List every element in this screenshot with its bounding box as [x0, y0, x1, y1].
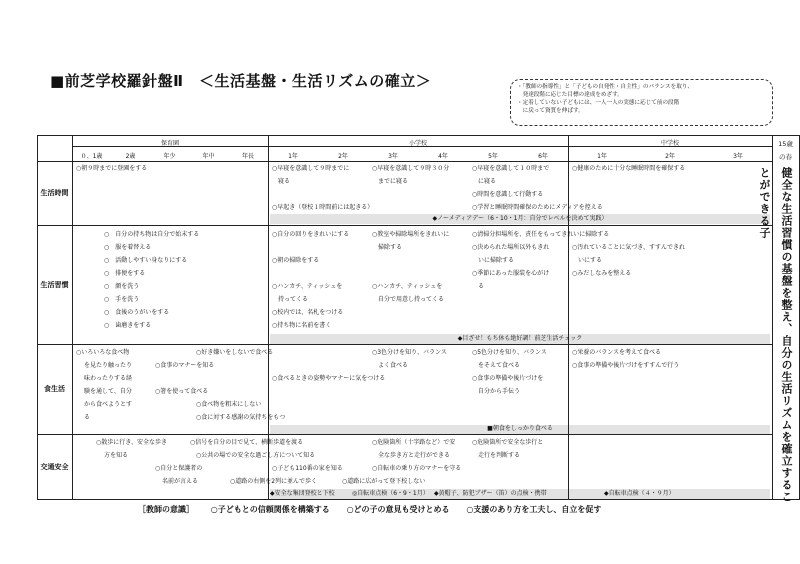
list-item: ○早寝を意識して１０時まで [472, 165, 550, 172]
list-item: ○清掃分担場所を、責任をもってきれいに掃除する [472, 231, 610, 238]
list-item: 味わったりする経 [84, 375, 132, 382]
row-banner: ◆安全な集団登校と下校 [270, 490, 335, 497]
note-line: ・定着していない子どもには、一人一人の実態に応じて前の段階 [517, 100, 680, 106]
list-item: ○食べ物を粗末にしない [196, 401, 262, 408]
stage-header: 1年 [597, 153, 607, 160]
row-label-diet: 食生活 [44, 385, 65, 393]
teacher-awareness-footer [138, 504, 615, 515]
list-item: ○自転車の乗り方のマナーを守る [372, 465, 462, 472]
list-item: ○ハンカチ、ティッシュを [372, 283, 443, 290]
list-item: ○朝９時までに登園をする [76, 165, 148, 172]
list-item: ○散歩に行き、安全な歩き [96, 439, 167, 446]
list-item: ○道路に広がって登下校しない [342, 478, 426, 485]
list-item: 験を通して、自分 [84, 388, 132, 395]
list-item: ○健康のために十分な睡眠時間を確保する [572, 165, 686, 172]
list-item: ○自分と保護者の [155, 465, 203, 472]
group-header-nursery: 保育園 [160, 140, 179, 147]
stage-header: 1年 [288, 153, 298, 160]
list-item: 全な歩き方と走行ができる [378, 452, 451, 459]
list-item: 掃除する [378, 244, 403, 251]
note-line: に戻って資質を伸ばす。 [517, 108, 584, 114]
list-item: ○ハンカチ、ティッシュを [272, 283, 343, 290]
stage-header: 年長 [241, 153, 254, 160]
page-title: ■前芝学校羅針盤Ⅱ ＜生活基盤・生活リズムの確立＞ [50, 72, 432, 90]
row-banner: ◎自転車点検（6・9・1月） [352, 490, 429, 497]
list-item: までに寝る [378, 178, 409, 185]
list-item: 名前が言える [162, 478, 199, 485]
list-item: 方を知る [104, 452, 129, 459]
stage-header: 3年 [733, 153, 743, 160]
stage-header: 年少 [163, 153, 176, 160]
list-item: ○子ども110番の家を知る [272, 465, 343, 472]
list-item: ○決められた場所以外もきれ [472, 244, 550, 251]
row-banner: ■朝食をしっかり食べる [487, 425, 553, 432]
row-banner: ◆黄帽子、防犯ブザー（笛）の点検・携帯 [434, 490, 547, 497]
list-item: ○信号を自分の目で見て、横断歩道を渡る [190, 439, 304, 446]
list-item: ○早起き（登校１時間前には起きる） [272, 204, 374, 211]
list-item: ○校内では、名札をつける [272, 309, 344, 316]
list-item: ○教室や掃除場所をきれいに [372, 231, 450, 238]
list-item: ○公共の場での安全な過ごし方について知る [196, 452, 316, 459]
stage-header: 3年 [388, 153, 398, 160]
list-item: ○みだしなみを整える [572, 270, 632, 277]
list-item: ○学習と睡眠時間確保のためにメディアを控える [472, 204, 603, 211]
list-item: ○栄養のバランスを考えて食べる [572, 349, 662, 356]
list-item: ○危険箇所（十字路など）で安 [372, 439, 456, 446]
footer-label: ［教師の意識］ [138, 505, 194, 514]
list-item: ○食事の準備や後片づけをすすんで行う [572, 362, 680, 369]
list-item: ○早寝を意識して９時３０分 [372, 165, 450, 172]
row-label-life-habits: 生活習慣 [40, 281, 69, 289]
row-banner: ◆自転車点検（４・９月） [604, 490, 675, 497]
stage-header: 5年 [488, 153, 498, 160]
list-item: ○いろいろな食べ物 [76, 349, 130, 356]
list-item: 走行を判断する [478, 452, 521, 459]
list-item: をそえて食べる [478, 362, 521, 369]
list-item: ○ 服を着替える [104, 244, 152, 251]
list-item: ○5色分けを知り、バランス [472, 349, 547, 356]
footer-item: ○どの子の意見も受けとめる [346, 505, 450, 514]
footer-item: ○子どもとの信頼関係を構築する [210, 505, 330, 514]
list-item: ○ 歯磨きをする [104, 322, 152, 329]
group-header-junior-high: 中学校 [660, 140, 679, 147]
stage-header: 2歳 [125, 153, 136, 160]
list-item: ○持ち物に名前を書く [272, 322, 332, 329]
list-item: ○箸を使って食べる [155, 388, 209, 395]
list-item: ○食に対する感謝の気持ちをもつ [196, 414, 286, 421]
guidance-note [510, 79, 773, 126]
age-header: 15歳 [778, 140, 793, 148]
list-item: ○危険箇所で安全な歩行と [472, 439, 544, 446]
list-item: ○ 活動しやすい身なりにする [104, 257, 188, 264]
row-label-life-time: 生活時間 [40, 189, 69, 197]
stage-header: 2年 [665, 153, 675, 160]
list-item: いにする [578, 257, 603, 264]
stage-header: 年中 [202, 153, 215, 160]
stage-header: ０、1歳 [80, 153, 103, 160]
list-item: ○食事の準備や後片づけを [472, 375, 544, 382]
list-item: ○時間を意識して行動する [472, 191, 544, 198]
list-item: ○ 食後のうがいをする [104, 309, 170, 316]
list-item: よく食べる [378, 362, 409, 369]
list-item: に寝る [478, 178, 497, 185]
goal-vertical-text: 健全な生活習慣の基盤を整え、自分の生活リズムを確立することができる子 [758, 167, 793, 503]
list-item: 持ってくる [278, 296, 309, 303]
list-item: ○ 顔を洗う [104, 283, 140, 290]
stage-header: 2年 [338, 153, 348, 160]
list-item: ○食べるときの姿勢やマナーに気をつける [272, 375, 386, 382]
group-header-elementary: 小学校 [408, 140, 427, 147]
age-header-sub: の春 [779, 153, 792, 161]
list-item: ○自分の回りをきれいにする [272, 231, 350, 238]
note-line: 発達段階に応じた目標の達成をめざす。 [517, 92, 623, 98]
footer-item: ○支援のあり方を工夫し、自立を促す [466, 505, 602, 514]
row-banner: ◆目ざせ！もち休も絶好調！前芝生活チェック [457, 335, 583, 342]
list-item: ○ 排便をする [104, 270, 146, 277]
list-item: から食べようとす [84, 401, 133, 408]
note-line: ・「教師の指導性」と「子どもの自発性・自主性」のバランスを取り、 [517, 84, 694, 90]
stage-header: 4年 [438, 153, 448, 160]
list-item: る [478, 283, 485, 290]
list-item: ○朝の掃除をする [272, 257, 320, 264]
list-item: ○好き嫌いをしないで食べる [196, 349, 274, 356]
list-item: ○道路の右側を2列に並んで歩く [230, 478, 318, 485]
list-item: 自分で用意し持ってくる [378, 296, 445, 303]
list-item: ○早寝を意識して９時までに [272, 165, 350, 172]
list-item: ○季節にあった服装を心がけ [472, 270, 550, 277]
list-item: ○食事のマナーを知る [155, 362, 215, 369]
list-item: 自分から手伝う [478, 388, 521, 395]
list-item: いに掃除する [478, 257, 515, 264]
list-item: ○3色分けを知り、バランス [372, 349, 447, 356]
list-item: ○ 自分の持ち物は自分で始末する [104, 231, 200, 238]
list-item: 寝る [278, 178, 291, 185]
row-label-traffic-safety: 交通安全 [40, 463, 69, 471]
stage-header: 6年 [538, 153, 548, 160]
list-item: ○ 手を洗う [104, 296, 140, 303]
list-item: ○汚れていることに気づき、すすんできれ [572, 244, 686, 251]
row-banner: ◆ノーメディアデー（6・10・1月：自分でレベルを決めて実践） [432, 215, 608, 222]
list-item: る [84, 414, 91, 421]
list-item: を見たり触ったり [84, 362, 133, 369]
